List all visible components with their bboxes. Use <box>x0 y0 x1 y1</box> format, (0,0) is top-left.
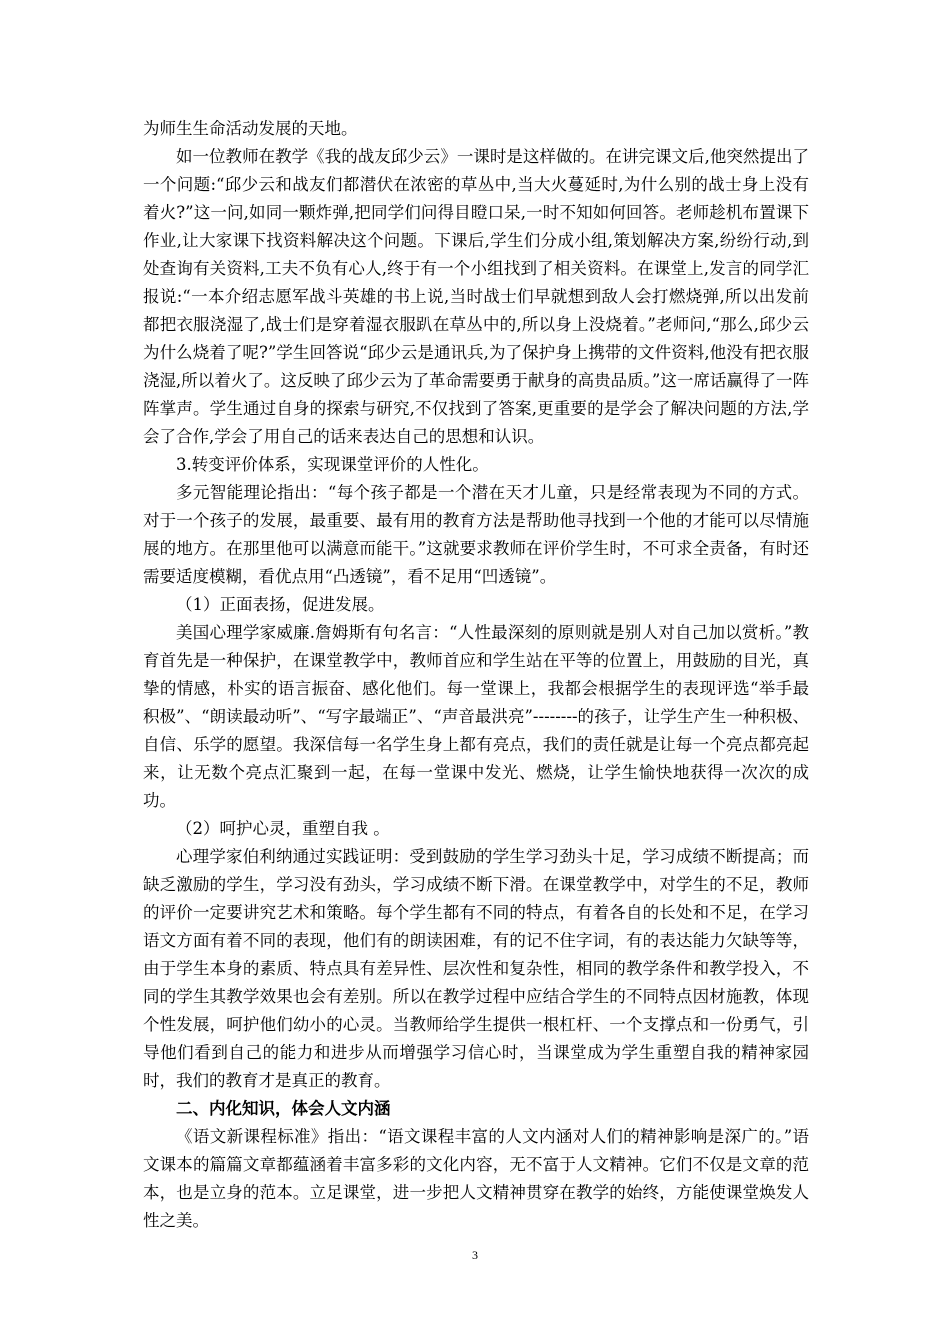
section-subheading-evaluation: 3.转变评价体系，实现课堂评价的人性化。 <box>176 455 489 474</box>
paragraph-curriculum-standard: 《语文新课程标准》指出：“语文课程丰富的人文内涵对人们的精神影响是深广的。”语文课本的篇篇文章都蕴涵着丰富多彩的文化内容，无不富于人文精神。它们不仅是文章的范本，也是立身的范本。立足课堂，进一步把人文精神贯穿在教学的始终，方能使课堂焕发人性之美。 <box>143 1127 809 1230</box>
section-heading-humanistic: 二、内化知识，体会人文内涵 <box>176 1099 391 1118</box>
document-page <box>143 115 809 1235</box>
paragraph-example-qiu-shaoyun: 如一位教师在教学《我的战友邱少云》一课时是这样做的。在讲完课文后,他突然提出了一个问题:“邱少云和战友们都潜伏在浓密的草丛中,当大火蔓延时,为什么别的战士身上没有着火?”这一问,如同一颗炸弹,把同学们问得目瞪口呆,一时不知如何回答。老师趁机布置课下作业,让大家课下找资料解决这个问题。下课后,学生们分成小组,策划解决方案,纷纷行动,到处查询有关资料,工夫不负有心人,终于有一个小组找到了相关资料。在课堂上,发言的同学汇报说:“一本介绍志愿军战斗英雄的书上说,当时战士们早就想到敌人会打燃烧弹,所以出发前都把衣服浇湿了,战士们是穿着湿衣服趴在草丛中的,所以身上没烧着。”老师问,“那么,邱少云为什么烧着了呢?”学生回答说“邱少云是通讯兵,为了保护身上携带的文件资料,他没有把衣服浇湿,所以着火了。这反映了邱少云为了革命需要勇于献身的高贵品质。”这一席话赢得了一阵阵掌声。学生通过自身的探索与研究,不仅找到了答案,更重要的是学会了解决问题的方法,学会了合作,学会了用自己的话来表达自己的思想和认识。 <box>143 147 809 446</box>
subheading-positive-praise: （1）正面表扬，促进发展。 <box>176 595 385 614</box>
paragraph-multiple-intelligences: 多元智能理论指出：“每个孩子都是一个潜在天才儿童，只是经常表现为不同的方式。对于一个孩子的发展，最重要、最有用的教育方法是帮助他寻找到一个他的才能可以尽情施展的地方。在那里他可以满意而能干。”这就要求教师在评价学生时，不可求全责备，有时还需要适度模糊，看优点用“凸透镜”，看不足用“凹透镜”。 <box>143 483 809 586</box>
paragraph-berliner: 心理学家伯利纳通过实践证明：受到鼓励的学生学习劲头十足，学习成绩不断提高；而缺乏激励的学生，学习没有劲头，学习成绩不断下滑。在课堂教学中，对学生的不足，教师的评价一定要讲究艺术和策略。每个学生都有不同的特点，有着各自的长处和不足，在学习语文方面有着不同的表现，他们有的朗读困难，有的记不住字词，有的表达能力欠缺等等，由于学生本身的素质、特点具有差异性、层次性和复杂性，相同的教学条件和教学投入，不同的学生其教学效果也会有差别。所以在教学过程中应结合学生的不同特点因材施教，体现个性发展，呵护他们幼小的心灵。当教师给学生提供一根杠杆、一个支撑点和一份勇气，引导他们看到自己的能力和进步从而增强学习信心时，当课堂成为学生重塑自我的精神家园时，我们的教育才是真正的教育。 <box>143 847 809 1090</box>
paragraph-william-james: 美国心理学家威廉.詹姆斯有句名言：“人性最深刻的原则就是别人对自己加以赏析。”教育首先是一种保护，在课堂教学中，教师首应和学生站在平等的位置上，用鼓励的目光，真挚的情感，朴实的语言振奋、感化他们。每一堂课上，我都会根据学生的表现评选“举手最积极”、“朗读最动听”、“写字最端正”、“声音最洪亮”--------的孩子，让学生产生一种积极、自信、乐学的愿望。我深信每一名学生身上都有亮点，我们的责任就是让每一个亮点都亮起来，让无数个亮点汇聚到一起，在每一堂课中发光、燃烧，让学生愉快地获得一次次的成功。 <box>143 623 809 810</box>
paragraph-continuation: 为师生生命活动发展的天地。 <box>143 119 358 138</box>
page-number: 3 <box>472 1248 478 1262</box>
subheading-protect-heart: （2）呵护心灵，重塑自我 。 <box>176 819 390 838</box>
